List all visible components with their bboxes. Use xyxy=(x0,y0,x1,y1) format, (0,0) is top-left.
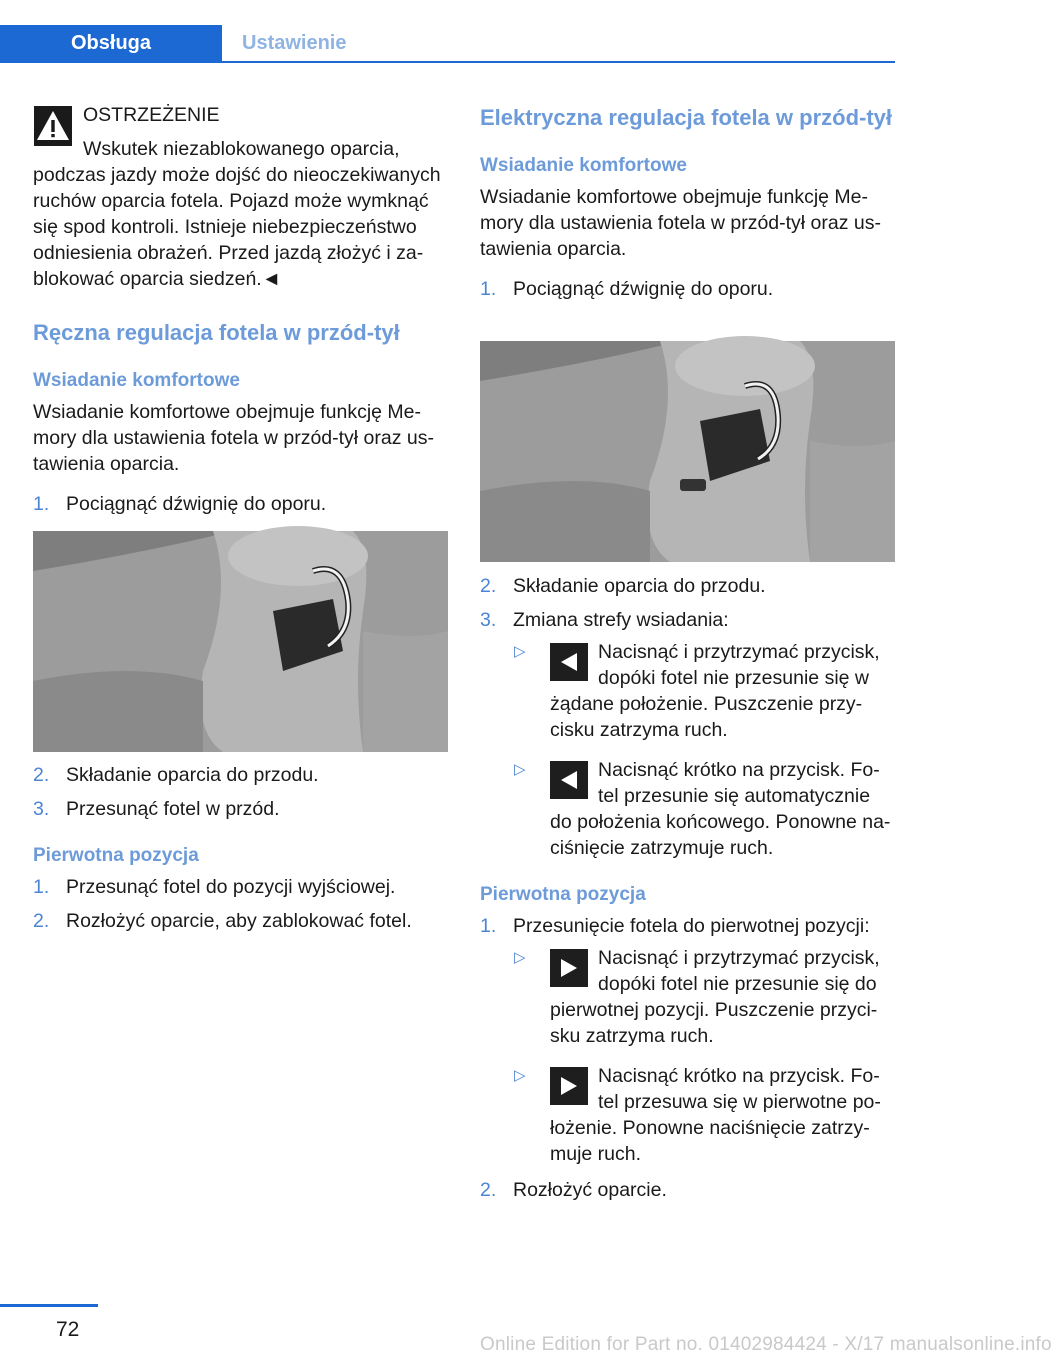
sub-item-text: Nacisnąć krótko na przycisk. Fo-tel przesuwa się w pierwotne po-łożenie. Ponowne naciśnięcie zatrzy-muje ruch. xyxy=(550,1065,881,1165)
step-text: Składanie oparcia do przodu. xyxy=(513,575,766,597)
subheading-comfort-entry: Wsiadanie komfortowe xyxy=(33,370,240,391)
section-heading-manual: Ręczna regulacja fotela w przód-tył xyxy=(33,320,400,345)
sub-list-item xyxy=(480,757,895,861)
bullet-marker: ▷ xyxy=(514,1067,526,1084)
step-number: 2. xyxy=(480,1179,497,1201)
seat-lever-photo xyxy=(33,531,448,752)
header-tabs xyxy=(0,25,895,63)
arrow-left-button-icon xyxy=(550,643,588,681)
right-column xyxy=(480,104,895,302)
list-item xyxy=(33,762,451,788)
sub-item-text: Nacisnąć i przytrzymać przycisk, dopóki fotel nie przesunie się do pierwotnej pozycji. Puszczenie przyci-sku zatrzyma ruch. xyxy=(550,947,880,1047)
step-number: 1. xyxy=(480,278,497,300)
warning-body xyxy=(33,162,451,292)
list-item xyxy=(33,908,451,934)
step-text: Pociągnąć dźwignię do oporu. xyxy=(66,493,327,515)
intro-text: Wsiadanie komfortowe obejmuje funkcję Me-mory dla ustawienia fotela w przód-tył oraz us-tawienia oparcia. xyxy=(480,186,881,260)
step-number: 3. xyxy=(480,609,497,631)
step-text: Przesunąć fotel w przód. xyxy=(66,798,280,820)
right-steps xyxy=(480,573,895,1203)
step-text: Rozłożyć oparcie, aby zablokować fotel. xyxy=(66,910,412,932)
list-item xyxy=(33,491,451,517)
list-item xyxy=(480,573,895,599)
tab-obsluga[interactable]: Obsługa xyxy=(0,25,222,61)
sub-list-item xyxy=(480,945,895,1049)
subheading-comfort-entry: Wsiadanie komfortowe xyxy=(480,155,687,176)
left-column xyxy=(33,319,451,517)
list-item xyxy=(480,913,895,939)
subheading-original-position: Pierwotna pozycja xyxy=(480,884,646,905)
step-number: 1. xyxy=(33,876,50,898)
list-item xyxy=(33,796,451,822)
bullet-marker: ▷ xyxy=(514,949,526,966)
tab-ustawienie[interactable]: Ustawienie xyxy=(242,32,347,54)
subheading-original-position: Pierwotna pozycja xyxy=(33,845,199,866)
left-steps xyxy=(33,762,451,934)
step-text: Zmiana strefy wsiadania: xyxy=(513,609,729,631)
warning-line1: Wskutek niezablokowanego oparcia, xyxy=(83,138,400,160)
seat-lever-illustration xyxy=(33,531,448,752)
warning-header xyxy=(83,102,453,162)
page-number: 72 xyxy=(56,1318,80,1341)
bullet-marker: ▷ xyxy=(514,761,526,778)
footer-accent-line xyxy=(0,1304,98,1307)
seat-lever-photo xyxy=(480,341,895,562)
step-number: 2. xyxy=(33,910,50,932)
step-number: 3. xyxy=(33,798,50,820)
step-text: Składanie oparcia do przodu. xyxy=(66,764,319,786)
sub-item-text: Nacisnąć i przytrzymać przycisk, dopóki fotel nie przesunie się w żądane położenie. Puszczenie przy-cisku zatrzyma ruch. xyxy=(550,641,880,741)
step-text: Przesunięcie fotela do pierwotnej pozycji: xyxy=(513,915,870,937)
intro-text: Wsiadanie komfortowe obejmuje funkcję Me-mory dla ustawienia fotela w przód-tył oraz us-tawienia oparcia. xyxy=(33,401,434,475)
sub-list-item xyxy=(480,1063,895,1167)
warning-text: podczas jazdy może dojść do nieoczekiwanych ruchów oparcia fotela. Pojazd może wymknąć się spod kontroli. Istnieje niebezpieczeństwo odniesienia obrażeń. Przed jazdą złożyć i za-blokować oparcia siedzeń.◄ xyxy=(33,164,441,290)
step-number: 1. xyxy=(480,915,497,937)
section-heading-electric: Elektryczna regulacja fotela w przód-tył xyxy=(480,105,893,130)
list-item xyxy=(480,1177,895,1203)
bullet-marker: ▷ xyxy=(514,643,526,660)
step-text: Pociągnąć dźwignię do oporu. xyxy=(513,278,774,300)
list-item xyxy=(480,607,895,633)
arrow-right-button-icon xyxy=(550,949,588,987)
step-number: 2. xyxy=(480,575,497,597)
step-text: Rozłożyć oparcie. xyxy=(513,1179,667,1201)
sub-list-item xyxy=(480,639,895,743)
warning-triangle-icon xyxy=(34,106,72,146)
step-text: Przesunąć fotel do pozycji wyjściowej. xyxy=(66,876,396,898)
seat-lever-illustration xyxy=(480,341,895,562)
list-item xyxy=(33,874,451,900)
arrow-left-button-icon xyxy=(550,761,588,799)
arrow-right-button-icon xyxy=(550,1067,588,1105)
list-item xyxy=(480,276,895,302)
step-number: 2. xyxy=(33,764,50,786)
warning-title: OSTRZEŻENIE xyxy=(83,104,220,126)
watermark: Online Edition for Part no. 01402984424 - X/17 manualsonline.info xyxy=(480,1334,1052,1355)
step-number: 1. xyxy=(33,493,50,515)
sub-item-text: Nacisnąć krótko na przycisk. Fo-tel przesunie się automatycznie do położenia końcowego. Ponowne na-ciśnięcie zatrzymuje ruch. xyxy=(550,759,891,859)
